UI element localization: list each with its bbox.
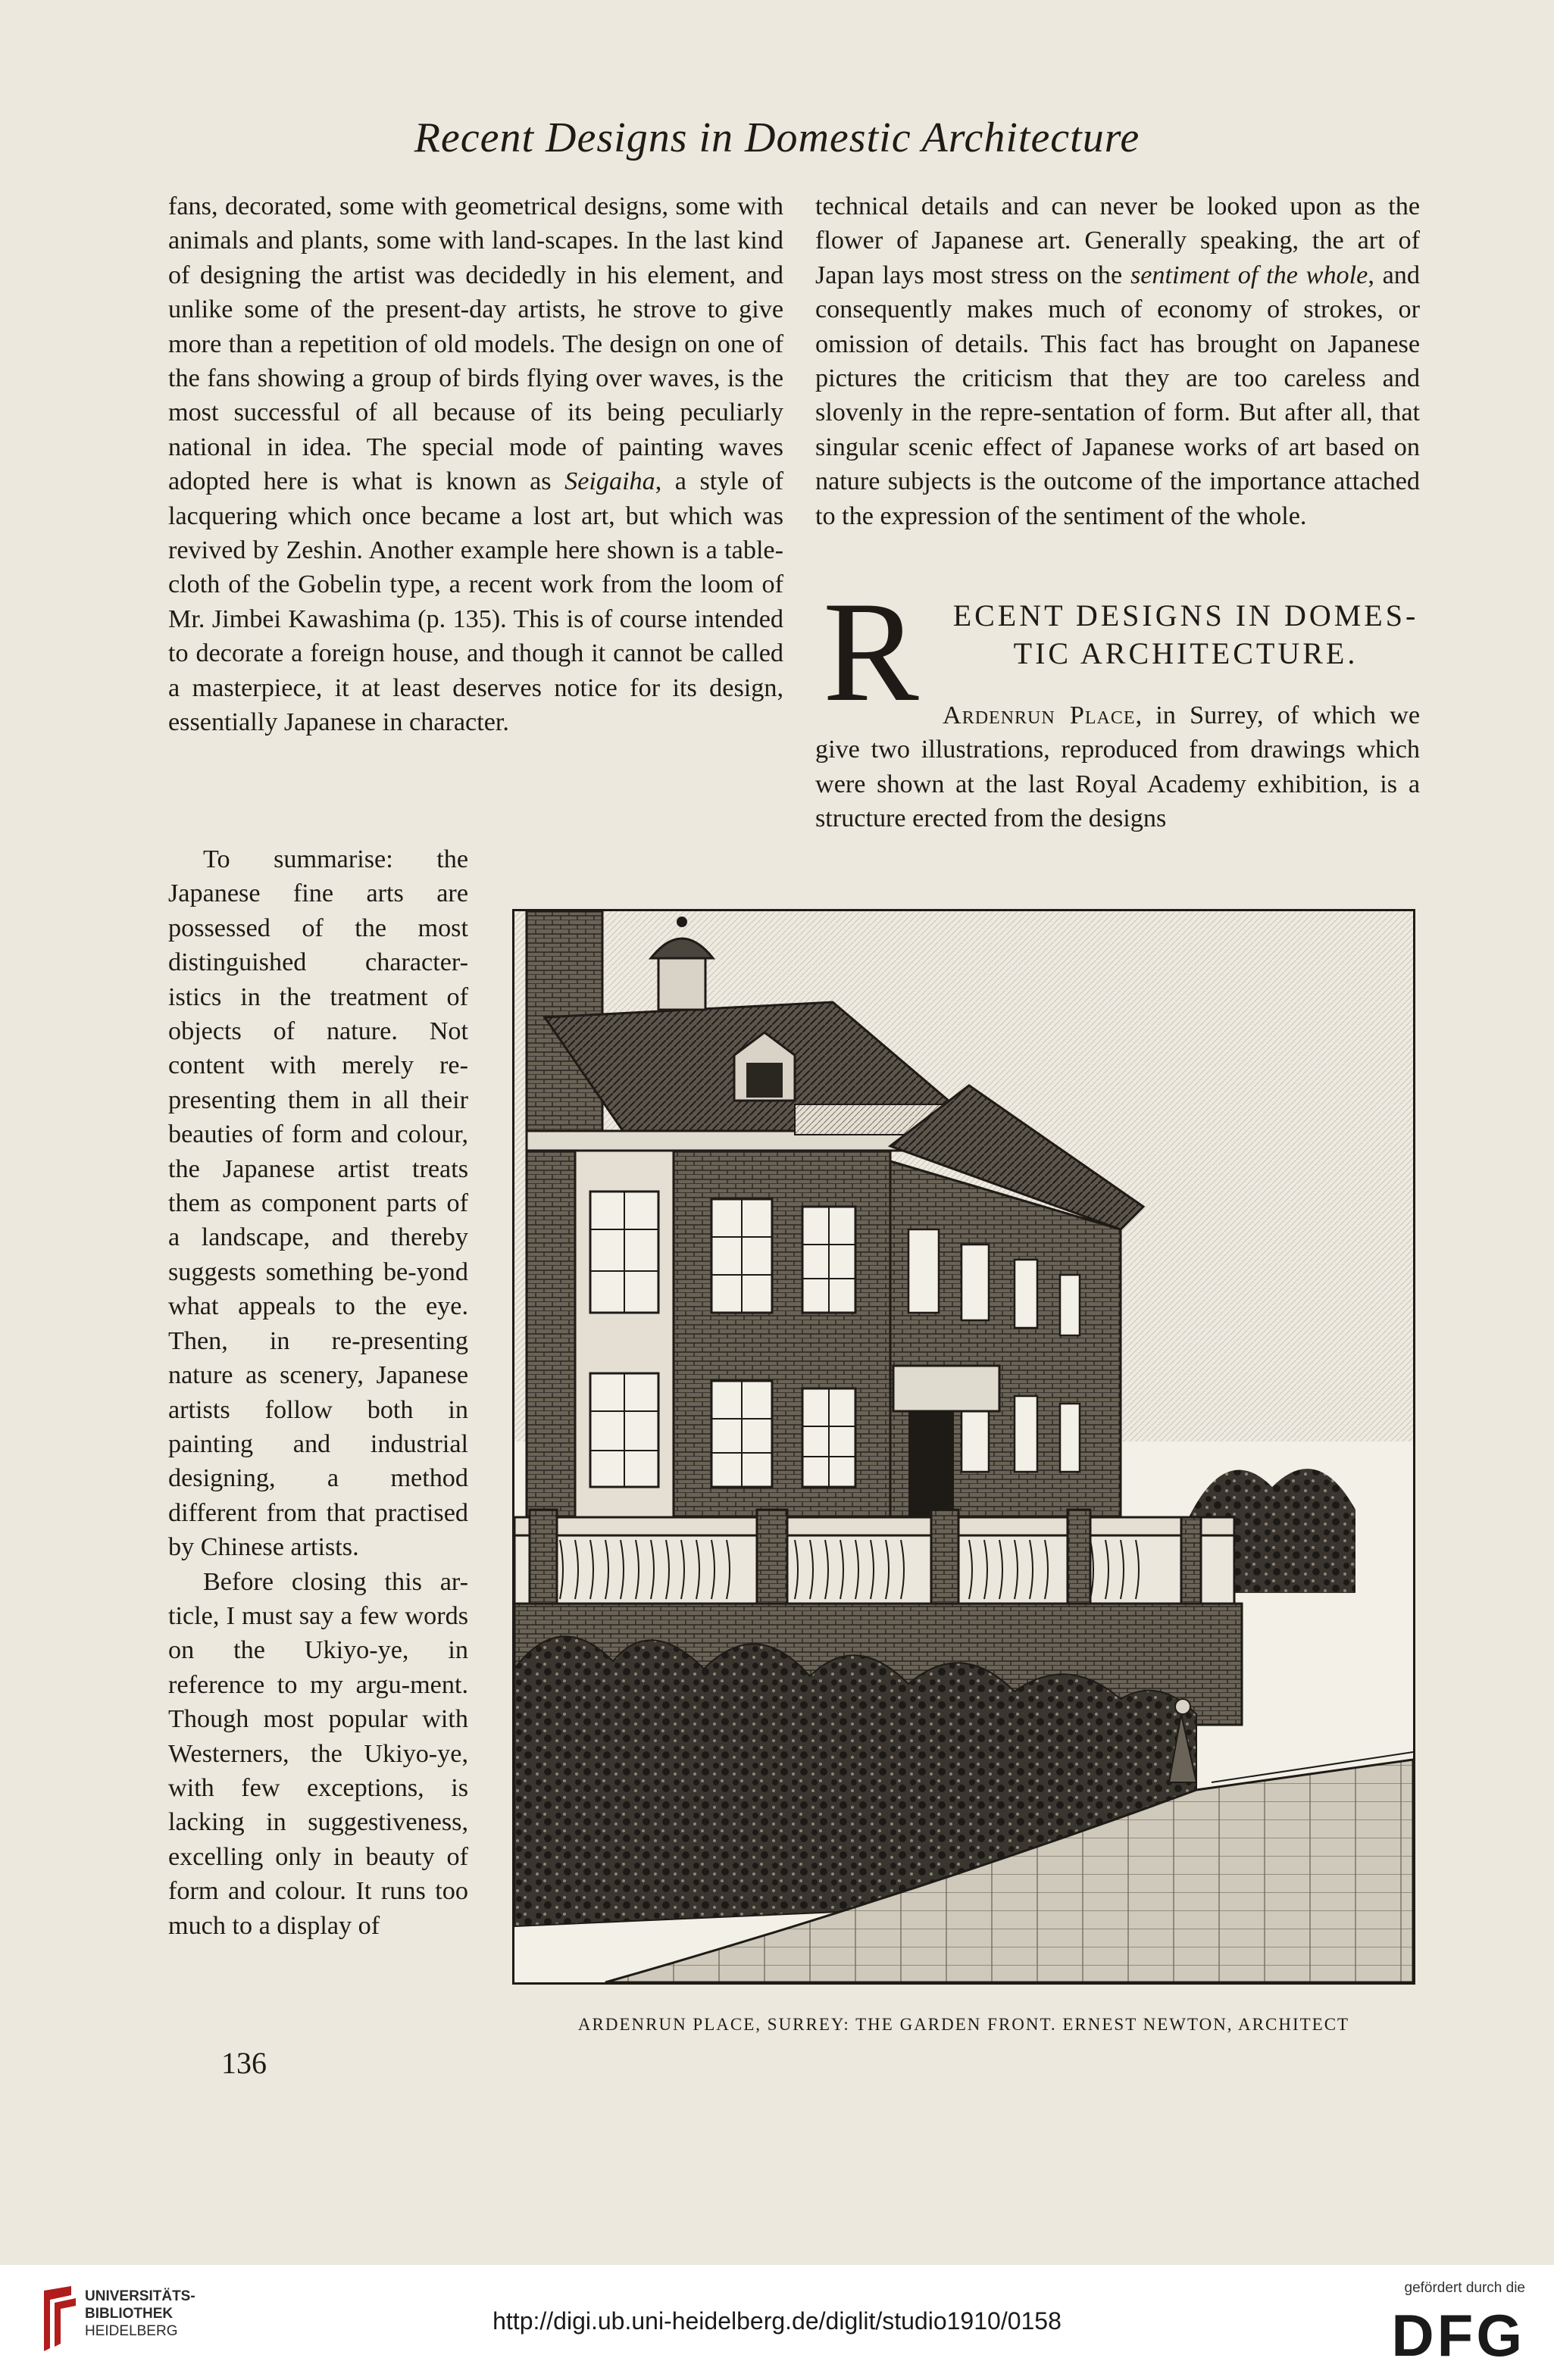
left-text-part-1: fans, decorated, some with geometrical designs, some with animals and plants, some with land-scapes. In the last kind of designing the artist was decidedly in his element, and unlike some of the present-day artists, he strove to give more than a repetition of old models. The design on one of the fans showing a group of birds flying over waves, is the most successful of all because of its being peculiarly national in idea. The special mode of painting waves adopted here is what is known as	[168, 192, 783, 496]
narrow-column-text	[168, 842, 468, 1943]
library-line-2: BIBLIOTHEK	[85, 2306, 174, 2322]
left-column-text	[168, 189, 783, 740]
library-line-3: HEIDELBERG	[85, 2323, 178, 2339]
right-text-part-1: technical details and can never be looked upon as the flower of Japanese art. Generally speaking, the art of Japan lays most stress on the	[815, 192, 1420, 289]
paragraph-to-summarise: To summarise: the Japanese fine arts are possessed of the most distinguished character-istics in the treatment of objects of nature. Not content with merely re-presenting them in all their beauties of form and colour, the Japanese artist treats them as component parts of a landscape, and thereby suggests something be-yond what appeals to the eye. Then, in re-presenting nature as scenery, Japanese artists follow both in painting and industrial designing, a method different from that practised by Chinese artists.	[168, 845, 468, 1562]
lead-small-caps: Ardenrun Place	[943, 701, 1136, 729]
library-line-1: UNIVERSITÄTS-	[85, 2288, 195, 2304]
italic-phrase-sentiment: sentiment of the whole	[1130, 261, 1368, 289]
funding-credit: gefördert durch die	[1404, 2280, 1525, 2296]
permalink-url[interactable]: http://digi.ub.uni-heidelberg.de/diglit/studio1910/0158	[492, 2307, 1062, 2335]
engraving-house-garden-front	[514, 911, 1413, 1982]
section-lead-text	[815, 698, 1420, 836]
house-illustration	[512, 909, 1415, 1985]
figure-caption: ARDENRUN PLACE, SURREY: THE GARDEN FRONT. ERNEST NEWTON, ARCHITECT	[577, 2015, 1350, 2034]
paragraph-before-closing: Before closing this ar-ticle, I must say a few words on the Ukiyo-ye, in reference to my argu-ment. Though most popular with Westerners, the Ukiyo-ye, with few exceptions, is lacking in suggestiveness, excelling only in beauty of form and colour. It runs too much to a display of	[168, 1567, 468, 1940]
italic-term-seigaiha: Seigaiha	[564, 467, 655, 496]
dfg-logo: DFG	[1391, 2302, 1525, 2369]
page-number: 136	[221, 2046, 267, 2080]
right-text-part-2: , and consequently makes much of economy of strokes, or omission of details. This fact has brought on Japanese pictures the criticism that they are too careless and slovenly in the repre-sentation of form. But after all, that singular scenic effect of Japanese works of art based on nature subjects is the outcome of the importance attached to the expression of the sentiment of the whole.	[815, 261, 1420, 530]
drop-cap: R	[823, 573, 919, 732]
viewer-footer	[0, 2265, 1554, 2380]
left-text-part-2: , a style of lacquering which once became a lost art, but which was revived by Zeshin. Another example here shown is a table-cloth of the Gobelin type, a recent work from the loom of Mr. Jimbei Kawashima (p. 135). This is of course intended to decorate a foreign house, and though it cannot be called a masterpiece, it at least deserves notice for its design, essentially Japanese in character.	[168, 467, 783, 737]
section-heading: ECENT DESIGNS IN DOMES-TIC ARCHITECTURE.	[952, 598, 1419, 670]
lead-text: , in Surrey, of which we give two illustrations, reproduced from drawings which were shown at the last Royal Academy exhibition, is a structure erected from the designs	[815, 701, 1420, 833]
running-head: Recent Designs in Domestic Architecture	[414, 114, 1140, 161]
right-column-text	[815, 189, 1420, 533]
